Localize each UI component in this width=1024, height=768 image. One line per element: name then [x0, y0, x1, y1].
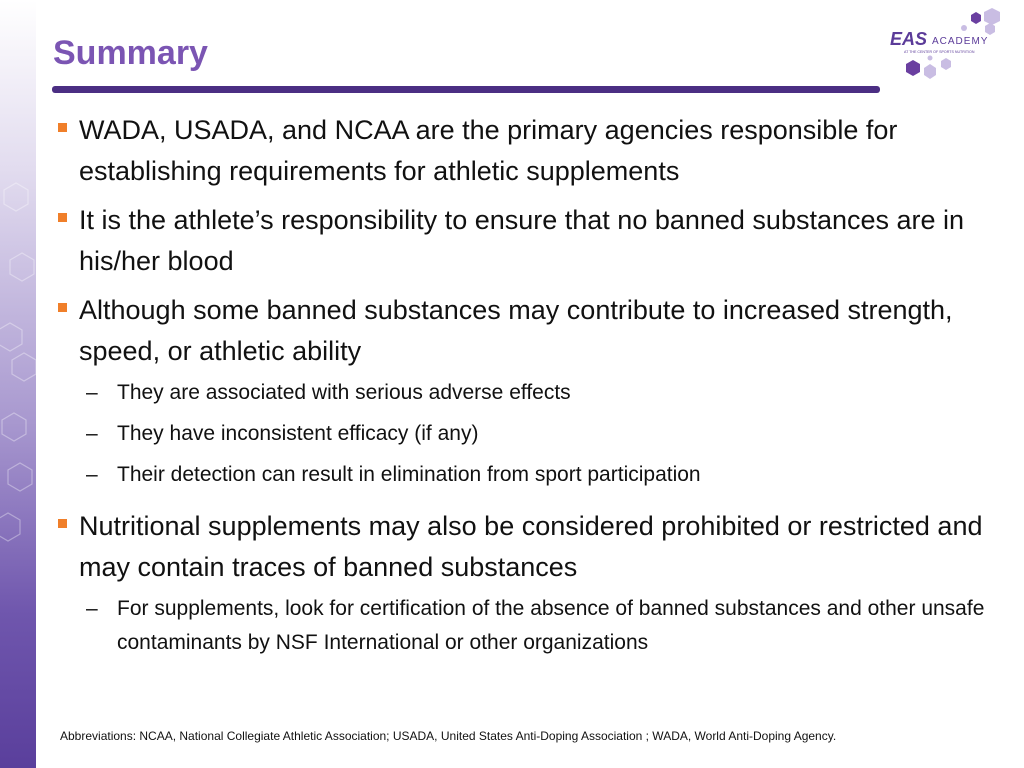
dash-icon: – — [86, 422, 98, 445]
logo-tagline: AT THE CENTER OF SPORTS NUTRITION — [904, 50, 975, 54]
bullet-text: WADA, USADA, and NCAA are the primary agencies responsible for establishing requirements for athletic supplements — [79, 115, 898, 186]
sub-bullet-text: They are associated with serious adverse effects — [117, 381, 571, 404]
logo-brand: EAS — [890, 29, 928, 49]
dash-icon: – — [86, 597, 98, 620]
bullet-item — [58, 506, 1008, 588]
sub-bullet-item — [58, 592, 1008, 660]
bullet-square-icon — [58, 123, 67, 132]
bullet-text: Although some banned substances may contribute to increased strength, speed, or athletic ability — [79, 295, 953, 366]
eas-academy-logo — [886, 6, 1018, 86]
logo-word: ACADEMY — [932, 36, 989, 47]
dash-icon: – — [86, 381, 98, 404]
sub-bullet-text: For supplements, look for certification of the absence of banned substances and other unsafe contaminants by NSF International or other organizations — [117, 597, 985, 654]
bullet-square-icon — [58, 519, 67, 528]
bullet-item — [58, 290, 1008, 372]
bullet-list — [58, 110, 1008, 660]
bullet-square-icon — [58, 213, 67, 222]
dash-icon: – — [86, 463, 98, 486]
sub-bullet-text: They have inconsistent efficacy (if any) — [117, 422, 479, 445]
sub-bullet-item — [58, 417, 1008, 451]
sub-bullet-text: Their detection can result in elimination from sport participation — [117, 463, 701, 486]
page-title: Summary — [53, 34, 208, 72]
bullet-text: Nutritional supplements may also be considered prohibited or restricted and may contain traces of banned substances — [79, 511, 983, 582]
sub-bullet-item — [58, 376, 1008, 410]
footnote: Abbreviations: NCAA, National Collegiate Athletic Association; USADA, United States Anti-Doping Association ; WADA, World Anti-Doping Agency. — [60, 729, 837, 743]
bullet-square-icon — [58, 303, 67, 312]
sub-bullet-item — [58, 458, 1008, 492]
bullet-text: It is the athlete’s responsibility to ensure that no banned substances are in his/her blood — [79, 205, 965, 276]
bullet-item — [58, 200, 1008, 282]
title-divider — [52, 86, 880, 93]
hexagon-pattern-icon — [0, 0, 36, 768]
decorative-side-bar — [0, 0, 36, 768]
bullet-item — [58, 110, 1008, 192]
